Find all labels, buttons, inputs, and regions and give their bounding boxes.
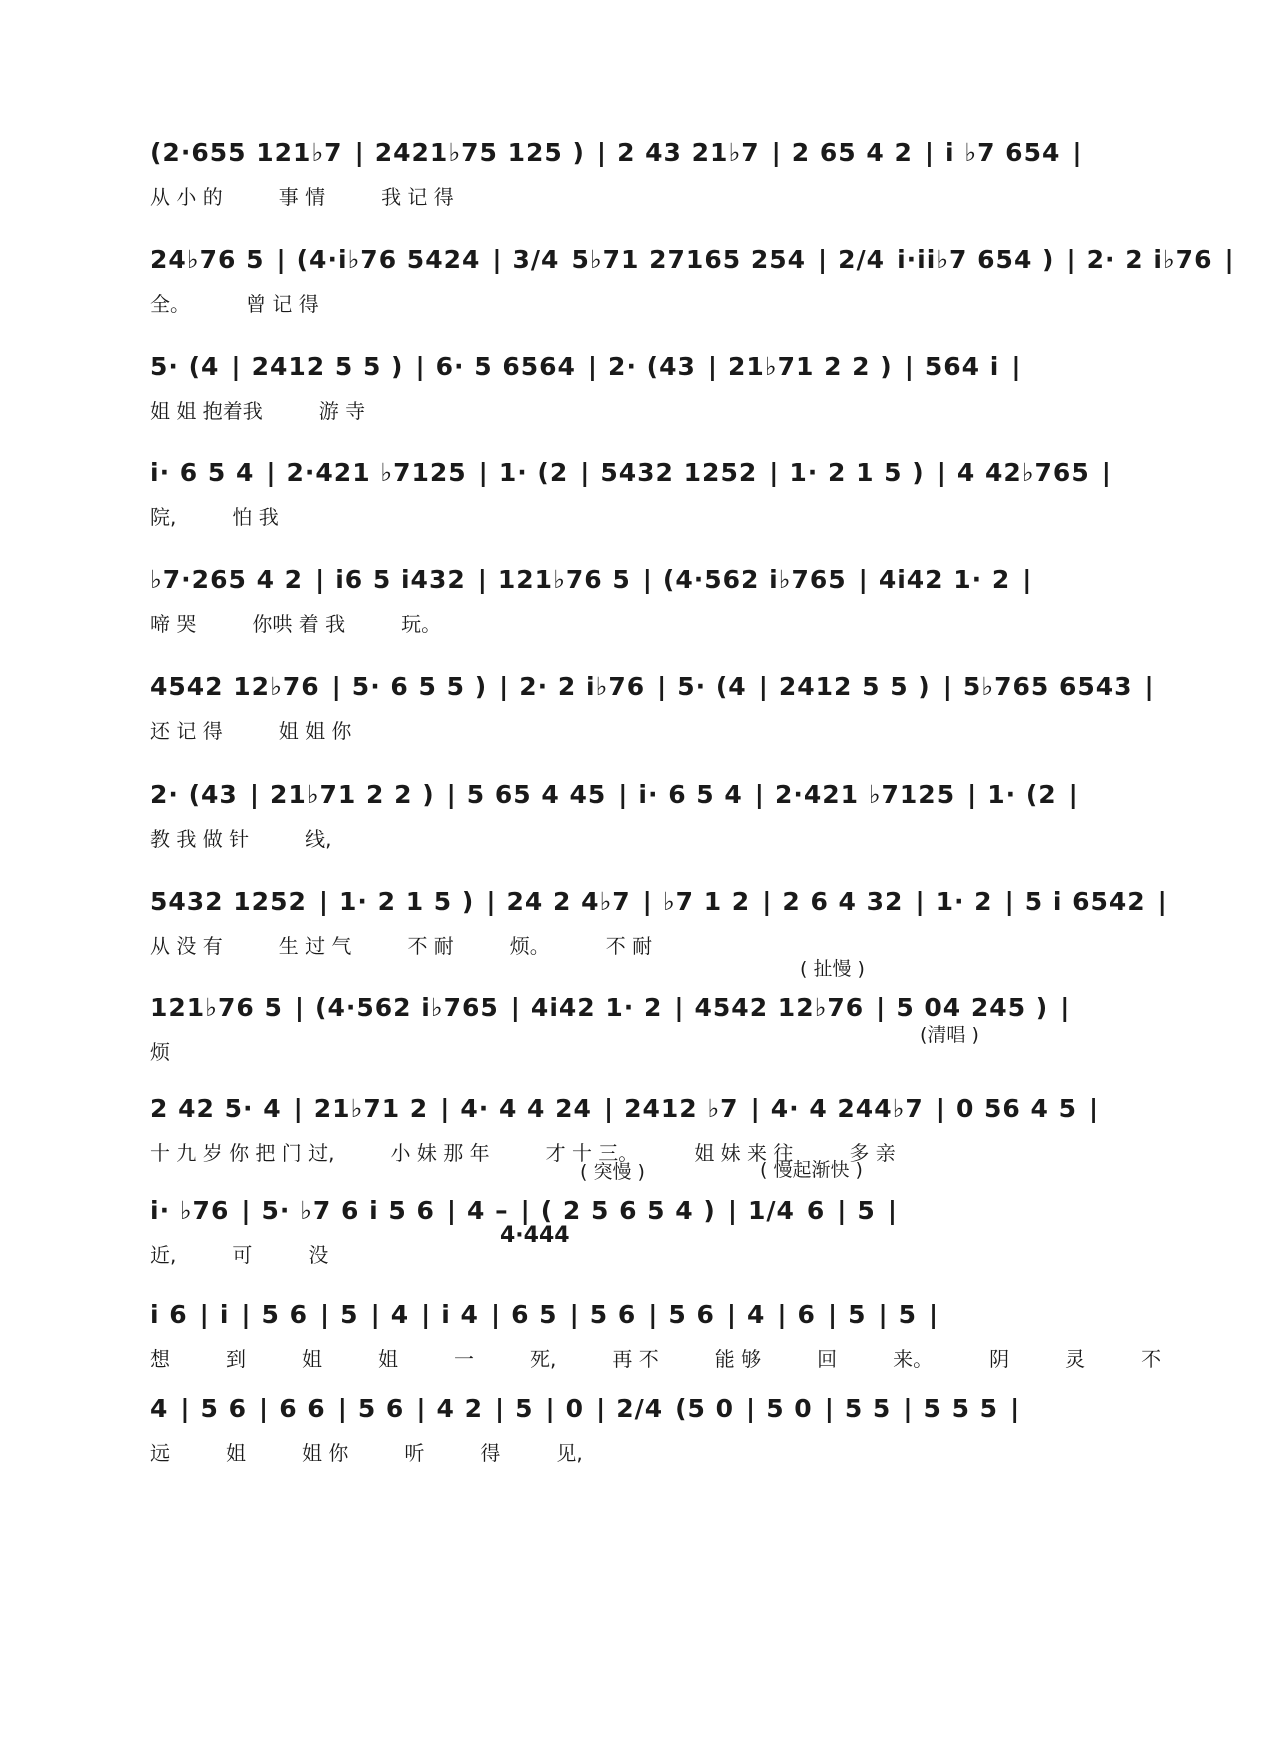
lyric-segment: 没 [308,1243,329,1267]
barline: | [754,780,765,809]
lyric-segment: 听 [404,1441,425,1465]
notation-line [150,1384,1130,1434]
barline: | [876,993,887,1022]
barline: | [421,1300,432,1329]
lyric-segment: 游 寺 [318,399,366,423]
barline: | [904,352,915,381]
lyric-line [150,1037,1130,1067]
lyric-segment: 死, [530,1347,557,1371]
barline: | [1157,887,1168,916]
barline: | [726,1300,737,1329]
note-group: 1· (2 [987,780,1057,809]
lyric-segment: 一 [454,1347,474,1371]
note-group: i· 6 5 4 [150,458,255,487]
barline: | [320,1300,331,1329]
barline: | [446,780,457,809]
barline: | [486,887,497,916]
notation-line [150,235,1235,285]
note-group: 4 [747,1300,766,1329]
barline: | [746,1394,757,1423]
barline: | [1101,458,1112,487]
score-system [150,662,1155,752]
lyric-line [150,931,1130,961]
lyric-segment: 还 记 得 [150,719,223,743]
note-group: 2/4 [616,1394,664,1423]
note-group: 21♭71 2 [313,1094,429,1123]
lyric-segment: 姐 你 [302,1441,349,1465]
note-group: 4542 12♭76 [694,993,865,1022]
note-group: 5♭71 27165 254 [571,245,806,274]
score-system [150,958,1130,1073]
lyric-segment: 院, [150,505,177,529]
lyric-segment: 我 记 得 [381,185,454,209]
score-system [150,448,1130,538]
note-group: 5♭765 6543 [962,672,1133,701]
barline: | [510,993,521,1022]
note-group: 4 [390,1300,410,1329]
lyric-segment: 姐 [226,1441,246,1465]
note-group: 2 43 21♭7 [617,138,760,167]
lyric-segment: 小 妹 那 年 [390,1141,490,1165]
lyric-line [150,289,1130,319]
score-system [150,128,1130,218]
barline: | [642,887,653,916]
note-group: ( 2 5 6 5 4 ) [540,1196,716,1225]
score-system [150,342,1130,432]
barline: | [707,352,718,381]
lyric-segment: 烦。 [509,934,550,958]
note-group: 5 6 [668,1300,715,1329]
barline: | [1011,352,1022,381]
note-group: i·ii♭7 654 ) [897,245,1055,274]
note-group: (4·562 i♭765 [662,565,847,594]
note-group: 5 6 [261,1300,309,1329]
note-group: 5432 1252 [150,887,307,916]
barline: | [416,1394,427,1423]
note-group: 4· 4 4 24 [460,1094,592,1123]
barline: | [499,672,510,701]
note-group: 2· 2 i♭76 [1086,245,1213,274]
lyric-segment: 姐 [302,1347,322,1371]
note-group: 6 [806,1196,826,1225]
barline: | [596,1394,607,1423]
barline: | [490,1300,502,1329]
note-group: 6 6 [279,1394,326,1423]
barline: | [1022,565,1033,594]
note-group: 2· 2 i♭76 [519,672,646,701]
note-group: 0 56 4 5 [955,1094,1078,1123]
barline: | [1072,138,1083,167]
note-group: 5 i 6542 [1024,887,1146,916]
barline: | [266,458,277,487]
note-group: i· 6 5 4 [638,780,743,809]
note-group: 2412 5 5 ) [778,672,931,701]
lyric-segment: 怕 我 [232,505,279,529]
note-group: 5 65 4 45 [466,780,607,809]
barline: | [824,1394,835,1423]
score-system [150,1159,1130,1276]
barline: | [569,1300,580,1329]
lyric-segment: 能 够 [714,1347,762,1371]
barline: | [199,1300,210,1329]
barline: | [935,1094,946,1123]
note-group: 5· (4 [677,672,747,701]
barline: | [1004,887,1015,916]
note-group: 2/4 [838,245,886,274]
note-group: 2·421 ♭7125 [774,780,956,809]
barline: | [337,1394,348,1423]
lyric-segment: 姐 姐 抱着我 [150,399,263,423]
barline: | [903,1394,914,1423]
notation-line [150,448,1130,498]
notation-line [150,1186,1130,1236]
note-group: 5 [898,1300,918,1329]
barline: | [259,1394,270,1423]
notation-line [150,1290,1130,1340]
lyric-segment: 教 我 做 针 [150,827,250,851]
notation-line [150,770,1130,820]
score-system [150,770,1130,860]
lyric-segment: 姐 姐 你 [278,719,352,743]
notation-line [150,342,1130,392]
note-group: i6 5 i432 [335,565,466,594]
note-group: 5· ♭7 6 i 5 6 [261,1196,435,1225]
tempo-annotation: ( 慢起渐快 ) [760,1159,863,1181]
barline: | [827,1300,839,1329]
barline: | [758,672,769,701]
barline: | [596,138,608,167]
barline: | [440,1094,451,1123]
note-group: i ♭7 654 [945,138,1061,167]
lyric-segment: 到 [226,1347,246,1371]
barline: | [494,1394,506,1423]
barline: | [967,780,978,809]
note-group: 121♭76 5 [150,993,283,1022]
lyric-line [150,609,1130,639]
lyric-segment: 不 耐 [407,934,454,958]
lyric-segment: 阴 [989,1347,1010,1371]
barline: | [415,352,426,381]
note-group: ♭7·265 4 2 [150,565,304,594]
lyric-segment: 玩。 [401,612,442,636]
note-group: 24 2 4♭7 [506,887,631,916]
note-group: i· ♭76 [150,1196,230,1225]
note-group: 5 5 5 [923,1394,999,1423]
note-group: 21♭71 2 2 ) [269,780,435,809]
note-group: i 4 [441,1300,479,1329]
barline: | [878,1300,889,1329]
note-group: 2421♭75 125 ) [374,138,585,167]
note-group: (2·655 121♭7 [150,138,343,167]
note-group: 3/4 [512,245,560,274]
note-group: (5 0 [675,1394,735,1423]
note-group: 4· 4 244♭7 [770,1094,924,1123]
barline: | [887,1196,898,1225]
lyric-line [150,1344,1162,1374]
score-system [150,1384,1130,1474]
lyric-segment: 姐 妹 来 往 [694,1141,794,1165]
note-group: 4i42 1· 2 [530,993,663,1022]
lyric-segment: 想 [150,1347,170,1371]
lyric-segment: 不 [1141,1347,1162,1371]
lyric-line [150,502,1130,532]
lyric-segment: 姐 [378,1347,398,1371]
barline: | [354,138,365,167]
barline: | [936,458,947,487]
lyric-segment: 灵 [1065,1347,1086,1371]
barline: | [1144,672,1155,701]
note-group: 4 [150,1394,169,1423]
lyric-line [150,716,1130,746]
notation-line [150,983,1130,1033]
score-system [150,877,1168,967]
lyric-line [150,396,1130,426]
barline: | [231,352,242,381]
score-system [150,235,1235,325]
barline: | [241,1196,252,1225]
barline: | [818,245,829,274]
lyric-line [150,824,1130,854]
performance-annotation: (清唱 ) [920,1024,979,1046]
barline: | [1010,1394,1021,1423]
barline: | [929,1300,940,1329]
note-group: 2· (43 [608,352,696,381]
tempo-annotation: ( 扯慢 ) [800,958,865,980]
lyric-segment: 才 十 三。 [545,1141,639,1165]
barline: | [769,458,780,487]
barline: | [587,352,599,381]
note-group: ♭7 1 2 [662,887,751,916]
note-group: 5 [515,1394,534,1423]
note-group: 2· (43 [150,780,238,809]
lyric-segment: 得 [480,1441,501,1465]
lyric-segment: 生 过 气 [278,934,352,958]
barline: | [858,565,869,594]
lyric-segment: 线, [305,827,332,851]
note-group: 2 42 5· 4 [150,1094,282,1123]
barline: | [727,1196,738,1225]
note-group: 5 [848,1300,867,1329]
barline: | [315,565,326,594]
note-group: 5 6 [357,1394,405,1423]
note-group: 6 5 [511,1300,558,1329]
barline: | [545,1394,556,1423]
note-group: (4·562 i♭765 [315,993,499,1022]
note-group: 1· 2 1 5 ) [789,458,925,487]
note-group: 5 [857,1196,876,1225]
lyric-line [150,1438,1130,1468]
note-group: 5 04 245 ) [896,993,1049,1022]
note-group: 5 6 [589,1300,637,1329]
note-group: 5 0 [766,1394,813,1423]
note-group: (4·i♭76 5424 [296,245,481,274]
barline: | [771,138,782,167]
note-group: 2 65 4 2 [791,138,913,167]
note-group: 564 i [924,352,1000,381]
lyric-segment: 多 亲 [849,1141,896,1165]
barline: | [293,1094,304,1123]
barline: | [477,565,488,594]
note-group: 6 [797,1300,816,1329]
barline: | [520,1196,531,1225]
note-group: 2·421 ♭7125 [286,458,467,487]
tempo-annotation: ( 突慢 ) [580,1161,645,1183]
note-group: 4542 12♭76 [150,672,320,701]
barline: | [924,138,936,167]
barline: | [762,887,773,916]
barline: | [1224,245,1235,274]
note-group: 4 42♭765 [956,458,1090,487]
notation-line [150,662,1155,712]
barline: | [674,993,685,1022]
lyric-line [150,182,1130,212]
note-group: 1· 2 1 5 ) [339,887,475,916]
performance-annotation: 4·444 [500,1223,570,1248]
lyric-segment: 事 情 [278,185,326,209]
lyric-segment: 回 [817,1347,838,1371]
note-group: 1/4 [747,1196,795,1225]
note-group: 5· (4 [150,352,220,381]
note-group: 2 6 4 32 [782,887,904,916]
lyric-segment: 全。 [150,292,190,316]
note-group: 4i42 1· 2 [878,565,1011,594]
note-group: 2412 5 5 ) [251,352,404,381]
note-group: 5 [340,1300,359,1329]
barline: | [1089,1094,1100,1123]
barline: | [642,565,653,594]
barline: | [1068,780,1079,809]
barline: | [446,1196,457,1225]
note-group: 24♭76 5 [150,245,265,274]
lyric-segment: 可 [232,1243,253,1267]
barline: | [478,458,489,487]
note-group: 6· 5 6564 [435,352,576,381]
barline: | [331,672,342,701]
note-group: 121♭76 5 [497,565,631,594]
barline: | [1060,993,1071,1022]
notation-line [150,555,1130,605]
note-group: 5 5 [844,1394,892,1423]
barline: | [618,780,629,809]
barline: | [657,672,668,701]
note-group: 2412 ♭7 [624,1094,739,1123]
note-group: 21♭71 2 2 ) [728,352,893,381]
lyric-segment: 啼 哭 [150,612,197,636]
barline: | [318,887,330,916]
score-system [150,555,1130,645]
barline: | [837,1196,848,1225]
score-system [150,1290,1162,1380]
note-group: 4 2 [436,1394,483,1423]
lyric-segment: 你哄 着 我 [252,612,346,636]
lyric-line [150,1240,1130,1270]
notation-line [150,128,1130,178]
note-group: 0 [565,1394,585,1423]
barline: | [1066,245,1077,274]
note-group: 1· (2 [498,458,569,487]
barline: | [249,780,260,809]
lyric-segment: 从 小 的 [150,185,223,209]
lyric-segment: 近, [150,1243,177,1267]
note-group: 4 – [467,1196,509,1225]
barline: | [492,245,503,274]
notation-line [150,1084,1130,1134]
lyric-segment: 十 九 岁 你 把 门 过, [150,1141,335,1165]
barline: | [180,1394,191,1423]
barline: | [603,1094,615,1123]
note-group: 5· 6 5 5 ) [351,672,488,701]
note-group: 5 6 [200,1394,248,1423]
lyric-segment: 烦 [150,1040,170,1064]
note-group: 5432 1252 [600,458,758,487]
barline: | [915,887,926,916]
lyric-segment: 曾 记 得 [246,292,319,316]
barline: | [777,1300,788,1329]
note-group: 1· 2 [935,887,993,916]
barline: | [294,993,306,1022]
note-group: i 6 [150,1300,188,1329]
lyric-segment: 来。 [893,1347,934,1371]
note-group: i [219,1300,230,1329]
lyric-segment: 从 没 有 [150,934,223,958]
barline: | [370,1300,381,1329]
lyric-segment: 远 [150,1441,170,1465]
barline: | [276,245,287,274]
barline: | [648,1300,659,1329]
lyric-segment: 见, [556,1441,583,1465]
notation-line [150,877,1168,927]
barline: | [241,1300,252,1329]
barline: | [580,458,591,487]
barline: | [750,1094,761,1123]
lyric-segment: 再 不 [612,1347,659,1371]
lyric-segment: 不 耐 [605,934,653,958]
barline: | [942,672,953,701]
